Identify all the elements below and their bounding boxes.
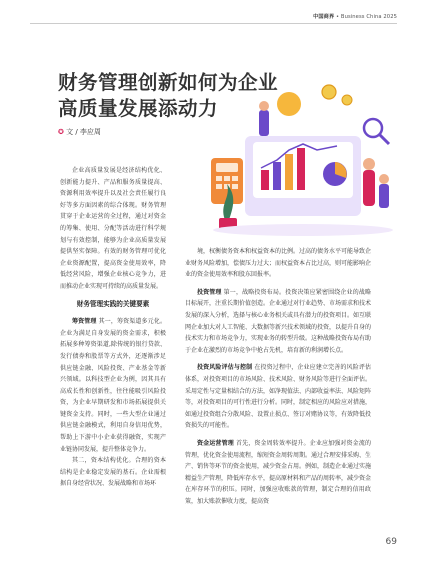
title-line-2: 高质量发展添动力 [58,97,219,120]
header-separator: • [335,14,340,20]
person-head [379,174,389,184]
fund-operation-lead: 资金运营管理 [197,439,234,447]
right-column [185,246,371,507]
title-line-1: 财务管理创新如何为企业 [58,71,279,94]
sun-icon [277,92,301,116]
investment-lead: 投资管理 [197,288,222,296]
coin-icon [342,95,352,105]
risk-text: 在投资过程中，企业应建立完善的风险评估体系，对投资项目的市场风险、技术风险、财务风险等进行全面评估。采用定性与定量相结合的方法，如净现值法、内部收益率法、风险矩阵等，对投资项目的可行性进行分析。同时，制定相应的风险应对措施，如通过投资组合分散风险、设置止损点、签订对赌协议等，有效降低投资损失的可能性。 [185,364,372,430]
header-subtitle: Business China 2025 [340,14,397,20]
person-figure [363,170,375,206]
bar-mark [297,148,305,190]
magnifier-icon [364,119,382,137]
finance-illustration [197,80,409,242]
fund-operation-text: 首先，资金周转效率提升。企业应加强对资金流的管理，优化资金使用流程，缩短资金周转周期。通过合理安排采购、生产、销售等环节的资金使用，减少资金占用。例如，制造企业通过实施精益生产管理，降低库存水平，提高原材料和产品的周转率，减少资金在库存环节的积压。同时，加强应收账款的管理，制定合理的信用政策，加大账款催收力度，提高资 [185,439,372,505]
byline [58,127,101,137]
coin-icon [322,85,336,99]
running-header [313,13,397,20]
financing-lead: 筹资管理 [72,318,97,326]
presenter-figure [259,110,269,136]
person-figure [379,184,389,208]
ground-shadow [213,224,393,236]
continuation-paragraph: 境，权衡债务资本和权益资本的比例。过高的债务水平可能导致企业财务风险增加，偿债压力过大；而权益资本占比过高，则可能影响企业的资金使用效率和股东回报率。 [185,248,372,279]
investment-text: 第一，战略投资布局。投资决策应紧密围绕企业的战略目标展开，注重长期价值创造。企业通过对行业趋势、市场需求和技术发展的深入分析，选择与核心业务相关或具有潜力的投资项目。如互联网企业加大对人工智能、大数据等新兴技术领域的投资，以提升自身的技术实力和市场竞争力，实现业务的转型升级。这种战略投资布局有助于企业在激烈的市场竞争中抢占先机，培育新的利润增长点。 [185,288,372,354]
byline-text: 文 / 李应周 [66,128,101,136]
risk-paragraph [185,362,371,432]
byline-icon: ✪ [58,128,64,136]
presenter-head [259,101,269,111]
left-column [60,165,166,490]
risk-lead: 投资风险评估与控制 [197,364,253,372]
financing-paragraph [60,316,166,455]
person-head [363,158,375,170]
fund-operation-paragraph [185,438,371,508]
financing-text: 其一，筹资渠道多元化。企业为满足自身发展的资金需求，积极拓展多种筹资渠道,除传统的银行贷款、发行债券和股票等方式外，还逐渐涉足供应链金融、风险投资、产业基金等新兴领域。以科技型企业为例，因其具有高成长性和创新性，往往能吸引风险投资，为企业早期研发和市场拓展提供关键资金支持。同时，一些大型企业通过供应链金融模式，利用自身信用优势，帮助上下游中小企业获得融资，实现产业链协同发展，提升整体竞争力。 [60,318,166,453]
header-brand: 中国商界 [313,14,335,20]
header-divider [30,23,397,24]
investment-paragraph [185,287,371,357]
section-heading: 财务管理实践的关键要素 [76,299,150,308]
bar-mark [285,154,293,190]
intro-paragraph: 企业高质量发展是经济结构优化、创新能力提升、产品和服务质量提高、资源利用效率提升以及社会责任履行良好等多方面因素的综合体现。财务管理贯穿于企业运营的全过程，通过对资金的筹集、使用、分配等活动进行科学规划与有效控制，能够为企业高质量发展提供坚实保障。有效的财务管理可优化企业资源配置，提高资金使用效率，降低经营风险，增强企业核心竞争力，进而推动企业实现可持续的高质量发展。 [60,167,166,290]
bar-mark [273,162,281,190]
bar-mark [261,170,269,190]
capital-structure-paragraph: 其二，资本结构优化。合理的资本结构是企业稳定发展的基石。企业需根据自身经营状况、发展战略和市场环 [60,457,166,488]
page-number: 69 [385,537,397,547]
